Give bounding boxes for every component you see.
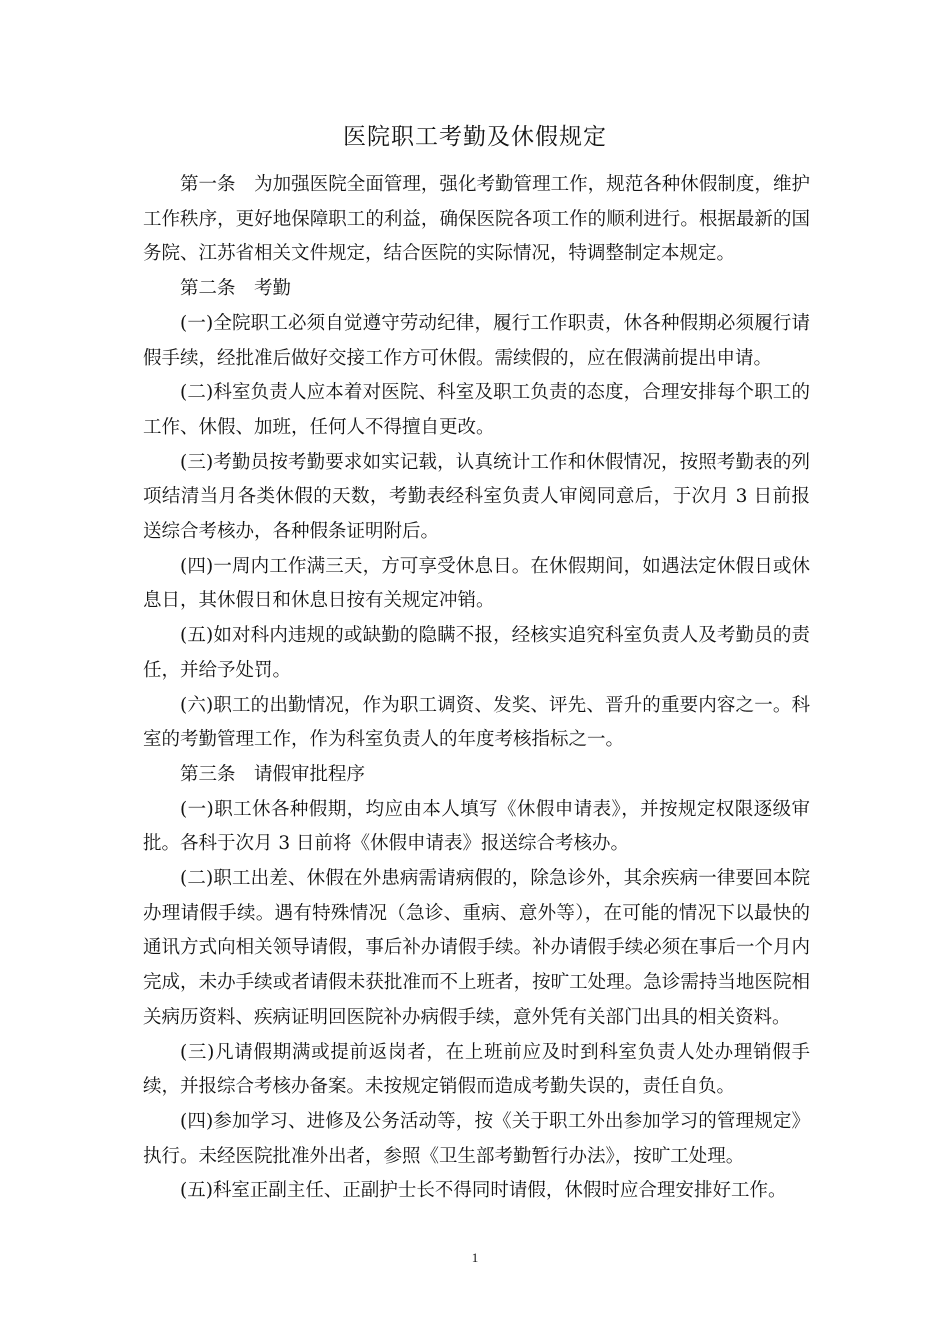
article-3-label: 第三条 [180, 763, 236, 785]
article-3-item-2: (二)职工出差、休假在外患病需请病假的，除急诊外，其余疾病一律要回本院办理请假手续。遇有特殊情况（急诊、重病、意外等），在可能的情况下以最快的通讯方式向相关领导请假，事后补办请假手续。补办请假手续必须在事后一个月内完成，未办手续或者请假未获批准而不上班者，按旷工处理。急诊需持当地医院相关病历资料、疾病证明回医院补办病假手续，意外凭有关部门出具的相关资料。 [143, 868, 810, 1028]
article-3-title: 请假审批程序 [254, 763, 366, 785]
article-1-label: 第一条 [180, 174, 236, 195]
article-3-item-5: (五)科室正副主任、正副护士长不得同时请假，休假时应合理安排好工作。 [180, 1180, 787, 1202]
article-2-item-3: (三)考勤员按考勤要求如实记载，认真统计工作和休假情况，按照考勤表的列项结清当月各类休假的天数，考勤表经科室负责人审阅同意后，于次月 3 日前报送综合考核办，各种假条证明附后。 [143, 451, 810, 543]
article-1-text: 为加强医院全面管理，强化考勤管理工作，规范各种休假制度，维护工作秩序，更好地保障职工的利益，确保医院各项工作的顺利进行。根据最新的国务院、江苏省相关文件规定，结合医院的实际情况，特调整制定本规定。 [143, 174, 810, 265]
article-2-title: 考勤 [254, 278, 292, 300]
article-2-item-2: (二)科室负责人应本着对医院、科室及职工负责的态度，合理安排每个职工的工作、休假、加班，任何人不得擅自更改。 [143, 382, 810, 438]
article-2-item-1: (一)全院职工必须自觉遵守劳动纪律，履行工作职责，休各种假期必须履行请假手续，经批准后做好交接工作方可休假。需续假的，应在假满前提出申请。 [143, 312, 810, 369]
article-3-item-3: (三)凡请假期满或提前返岗者，在上班前应及时到科室负责人处办理销假手续，并报综合考核办备案。未按规定销假而造成考勤失误的，责任自负。 [143, 1041, 810, 1098]
article-2-heading [143, 272, 810, 307]
article-1 [143, 168, 810, 272]
article-3-item-1: (一)职工休各种假期，均应由本人填写《休假申请表》，并按规定权限逐级审批。各科于次月 3 日前将《休假申请表》报送综合考核办。 [143, 798, 810, 855]
article-2-label: 第二条 [180, 278, 236, 300]
article-2-item-5: (五)如对科内违规的或缺勤的隐瞒不报，经核实追究科室负责人及考勤员的责任，并给予处罚。 [143, 625, 810, 681]
document-title: 医院职工考勤及休假规定 [343, 124, 607, 150]
article-2-item-4: (四)一周内工作满三天，方可享受休息日。在休假期间，如遇法定休假日或休息日，其休假日和休息日按有关规定冲销。 [143, 555, 810, 612]
article-2-item-6: (六)职工的出勤情况，作为职工调资、发奖、评先、晋升的重要内容之一。科室的考勤管理工作，作为科室负责人的年度考核指标之一。 [143, 694, 810, 751]
article-3-item-4: (四)参加学习、进修及公务活动等，按《关于职工外出参加学习的管理规定》执行。未经医院批准外出者，参照《卫生部考勤暂行办法》，按旷工处理。 [143, 1110, 810, 1167]
article-3-heading [143, 758, 810, 793]
page-number: 1 [471, 1250, 479, 1265]
document-body [143, 168, 810, 1209]
